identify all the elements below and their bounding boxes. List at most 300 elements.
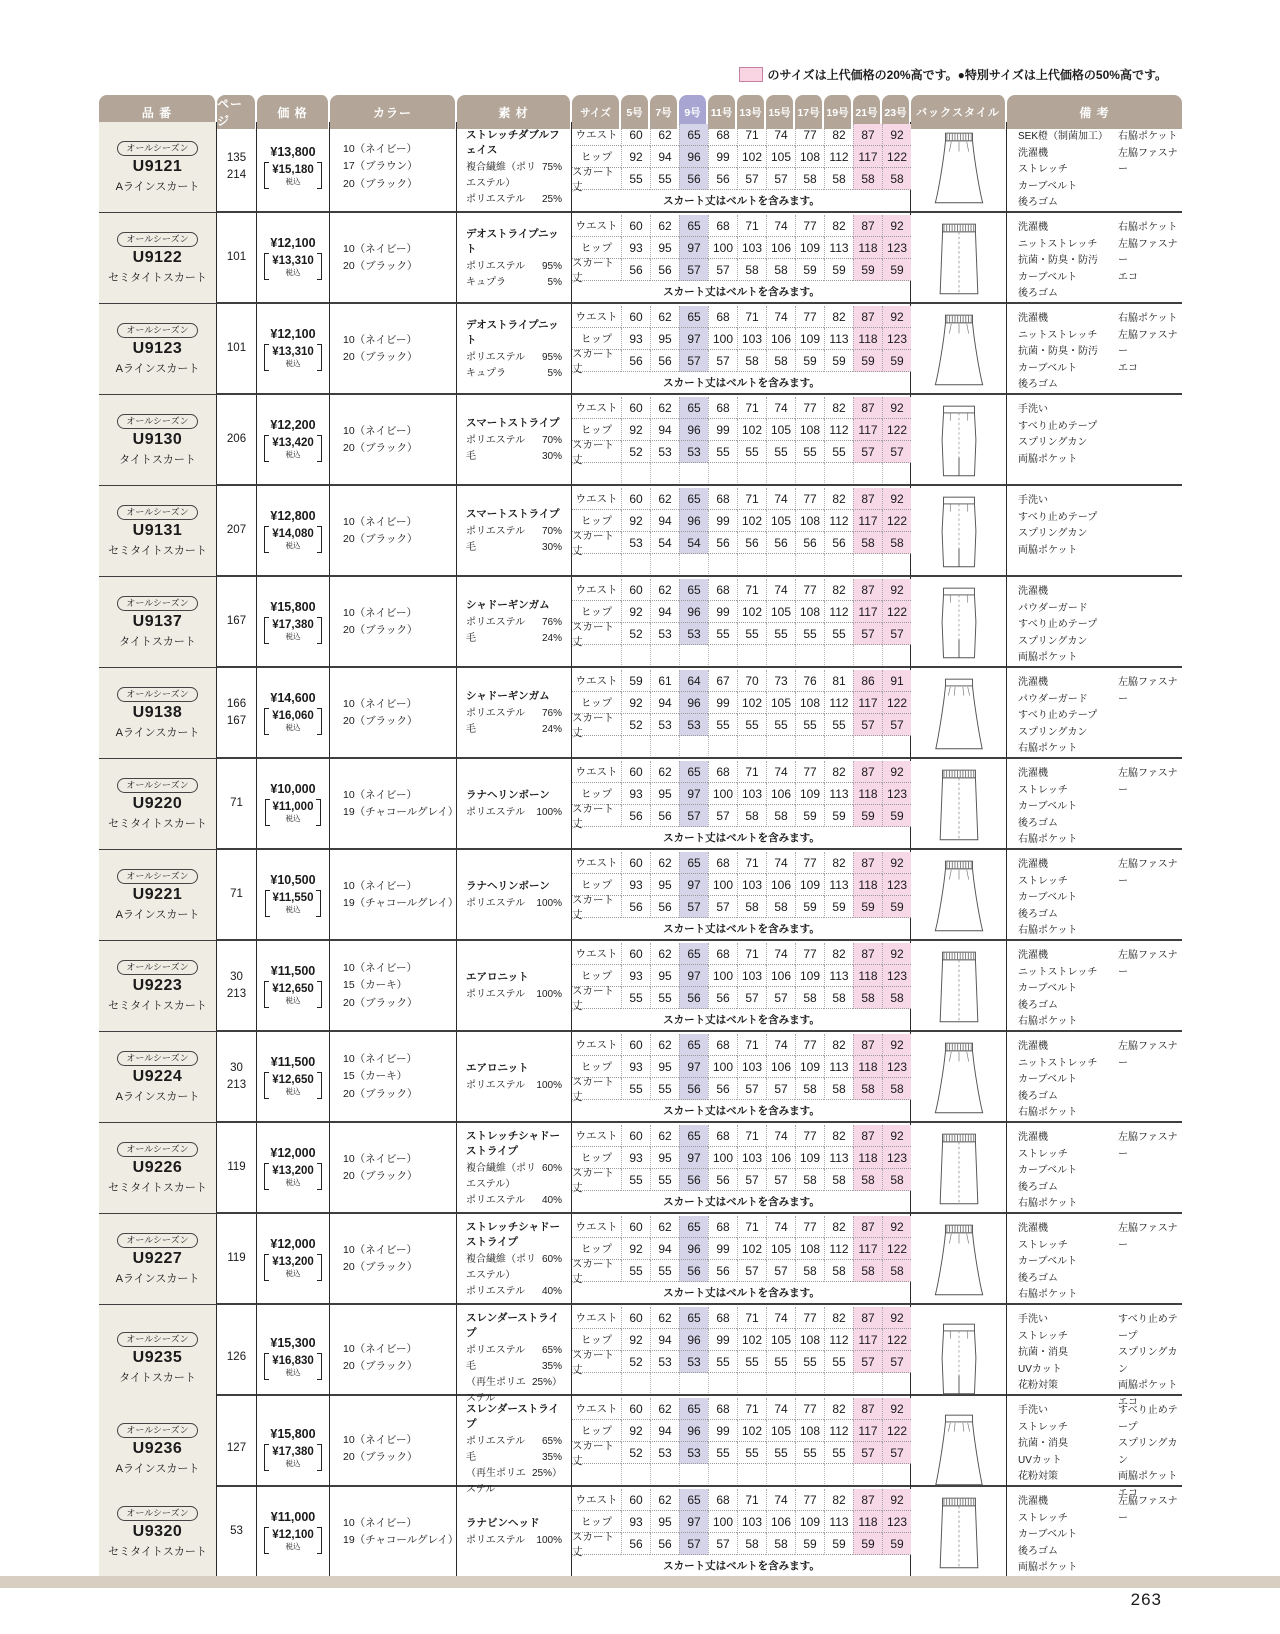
size-value: 100 [708, 1147, 737, 1169]
size-value: 103 [737, 1056, 766, 1078]
size-value: 82 [824, 1125, 853, 1147]
material-fiber: ポリエステル [466, 708, 526, 719]
tax-price-value: ¥17,380 [272, 1446, 314, 1458]
product-code: U9131 [132, 521, 183, 539]
header-size-21: 21号 [853, 95, 882, 129]
size-row-label-waist-row: ウエスト [572, 1034, 621, 1056]
size-value: 65 [679, 1034, 708, 1056]
size-spacer [708, 1373, 737, 1393]
backstyle-cell [911, 304, 1007, 394]
tax-price-bracket [264, 1254, 322, 1281]
size-value: 82 [824, 1398, 853, 1420]
size-value: 55 [621, 987, 650, 1009]
size-value: 59 [795, 1533, 824, 1555]
size-value: 58 [882, 1260, 911, 1282]
remark-item: エコ [1118, 1396, 1138, 1408]
size-value: 71 [737, 1489, 766, 1511]
material-percent: 65% [541, 1344, 562, 1356]
size-row-label-hip-row: ヒップ [572, 601, 621, 623]
size-value: 55 [621, 168, 650, 190]
size-spacer [882, 463, 911, 483]
size-value: 65 [679, 124, 708, 146]
size-value: 92 [621, 146, 650, 168]
page-ref-number: 214 [226, 169, 247, 181]
size-value: 122 [882, 146, 911, 168]
product-type: Aラインスカート [115, 726, 200, 739]
size-value: 57 [853, 1442, 882, 1464]
size-value: 103 [737, 1147, 766, 1169]
size-table-cell [572, 486, 911, 576]
header-size-11: 11号 [708, 95, 737, 129]
material-fiber: ポリエステル [466, 435, 526, 446]
size-value: 55 [650, 987, 679, 1009]
size-value: 56 [679, 1169, 708, 1191]
size-value: 87 [853, 1398, 882, 1420]
remark-item: 洗濯機 [1018, 1132, 1048, 1143]
size-value: 58 [766, 259, 795, 281]
belt-note: スカート丈はベルトを含みます。 [663, 831, 820, 844]
remark-item: 左脇ファスナー [1118, 147, 1178, 175]
remarks-cell [1007, 668, 1182, 758]
material-fiber: 毛 [466, 1451, 476, 1463]
all-season-badge: オールシーズン [117, 323, 197, 338]
remark-item: ニットストレッチ [1018, 966, 1098, 978]
price-value: ¥15,800 [270, 600, 316, 614]
size-spacer [650, 554, 679, 574]
size-value: 55 [795, 714, 824, 736]
material-line [466, 1359, 562, 1375]
product-id-cell [99, 850, 217, 940]
product-code: U9227 [132, 1249, 183, 1267]
material-name: デオストライプニット [466, 318, 559, 346]
size-value: 68 [708, 943, 737, 965]
size-value: 52 [621, 441, 650, 463]
size-value: 113 [824, 783, 853, 805]
remark-item: カーブベルト [1018, 362, 1078, 374]
size-value: 93 [621, 783, 650, 805]
size-row-label-length-row: スカート丈 [572, 1169, 621, 1191]
size-value: 91 [882, 670, 911, 692]
page-ref-number: 127 [226, 1442, 247, 1455]
size-value: 92 [621, 1329, 650, 1351]
backstyle-tight-skirt-figure [930, 1319, 988, 1397]
size-value: 95 [650, 783, 679, 805]
material-percent: 30% [541, 542, 562, 553]
size-value: 57 [882, 1442, 911, 1464]
size-value: 56 [795, 532, 824, 554]
size-value: 95 [650, 1147, 679, 1169]
size-value: 58 [737, 1533, 766, 1555]
size-value: 123 [882, 874, 911, 896]
size-value: 56 [650, 896, 679, 918]
size-value: 58 [766, 805, 795, 827]
backstyle-cell [911, 941, 1007, 1031]
remark-item: パウダーガード [1018, 693, 1088, 705]
size-grid [572, 124, 910, 212]
size-value: 58 [795, 987, 824, 1009]
size-value: 60 [621, 943, 650, 965]
color-option: 17（ブラウン） [343, 160, 418, 173]
product-row-U9227 [99, 1214, 1182, 1305]
size-value: 55 [795, 1442, 824, 1464]
size-table-cell [572, 1032, 911, 1122]
size-value: 93 [621, 1147, 650, 1169]
size-value: 55 [766, 714, 795, 736]
size-table-cell [572, 577, 911, 667]
size-grid [572, 761, 910, 849]
header-page: ページ [217, 95, 257, 129]
size-value: 82 [824, 1489, 853, 1511]
size-spacer [766, 1464, 795, 1484]
material-line [466, 275, 562, 291]
remark-item: スプリングカン [1018, 726, 1088, 738]
price-value: ¥12,100 [270, 236, 316, 250]
size-value: 57 [679, 1533, 708, 1555]
color-option: 10（ネイビー） [343, 788, 418, 801]
remark-item: 両脇ポケット [1118, 1471, 1178, 1482]
size-value: 68 [708, 1125, 737, 1147]
remarks-cell [1007, 759, 1182, 849]
price-cell [257, 759, 330, 849]
material-line [466, 987, 562, 1003]
product-id-cell [99, 941, 217, 1031]
size-row-label-hip-row: ヒップ [572, 1329, 621, 1351]
size-value: 59 [824, 896, 853, 918]
size-value: 105 [766, 1329, 795, 1351]
product-code: U9220 [132, 794, 183, 812]
size-value: 71 [737, 1034, 766, 1056]
size-value: 58 [882, 1169, 911, 1191]
size-value: 92 [882, 306, 911, 328]
material-fiber: キュプラ [466, 367, 506, 379]
size-value: 117 [853, 510, 882, 532]
size-value: 54 [679, 532, 708, 554]
size-value: 53 [679, 623, 708, 645]
size-spacer [853, 1464, 882, 1484]
size-row-label-hip-row: ヒップ [572, 692, 621, 714]
tax-included-label: 税込 [285, 450, 301, 459]
remarks-cell [1007, 395, 1182, 485]
size-value: 58 [766, 896, 795, 918]
size-value: 112 [824, 1329, 853, 1351]
all-season-badge: オールシーズン [117, 1506, 197, 1521]
tax-price-value: ¥12,100 [272, 1529, 314, 1541]
remark-item: エコ [1118, 1487, 1138, 1499]
color-list [330, 759, 457, 849]
size-value: 123 [882, 328, 911, 350]
size-value: 118 [853, 237, 882, 259]
size-value: 117 [853, 692, 882, 714]
size-value: 122 [882, 1420, 911, 1442]
material-percent: 25% [541, 193, 562, 205]
material-fiber: ポリエステル [466, 351, 526, 363]
size-value: 60 [621, 1307, 650, 1329]
tax-included-label: 税込 [285, 1368, 301, 1377]
all-season-badge: オールシーズン [117, 1233, 197, 1248]
backstyle-cell [911, 1032, 1007, 1122]
size-value: 81 [824, 670, 853, 692]
size-value: 105 [766, 692, 795, 714]
size-row-label-hip-row: ヒップ [572, 874, 621, 896]
size-value: 92 [882, 852, 911, 874]
remark-item: 両脇ポケット [1018, 453, 1078, 465]
size-value: 103 [737, 874, 766, 896]
size-row-label-length-row: スカート丈 [572, 532, 621, 554]
remark-item: 洗濯機 [1018, 859, 1048, 870]
size-spacer [679, 1464, 708, 1484]
size-grid [572, 306, 910, 394]
size-value: 71 [737, 306, 766, 328]
size-value: 102 [737, 1420, 766, 1442]
size-value: 62 [650, 1125, 679, 1147]
header-size-9: 9号 [679, 95, 708, 129]
size-value: 56 [650, 350, 679, 372]
size-grid [572, 215, 910, 303]
size-value: 65 [679, 1125, 708, 1147]
size-value: 56 [621, 805, 650, 827]
material-cell [457, 577, 572, 667]
material-fiber: ポリエステル [466, 617, 526, 628]
product-id-cell [99, 668, 217, 758]
size-value: 87 [853, 215, 882, 237]
material-line [466, 350, 562, 366]
size-value: 82 [824, 943, 853, 965]
size-value: 95 [650, 237, 679, 259]
size-value: 57 [882, 1351, 911, 1373]
color-option: 10（ネイビー） [343, 1243, 418, 1256]
backstyle-cell [911, 577, 1007, 667]
color-option: 20（ブラック） [343, 1170, 418, 1182]
size-value: 82 [824, 306, 853, 328]
backstyle-aline-skirt-figure [930, 310, 988, 388]
size-value: 86 [853, 670, 882, 692]
size-value: 112 [824, 1238, 853, 1260]
remark-item: 洗濯機 [1018, 586, 1048, 597]
color-list [330, 850, 457, 940]
product-row-U9122 [99, 213, 1182, 304]
size-value: 106 [766, 1056, 795, 1078]
product-type: Aラインスカート [115, 1462, 200, 1475]
remarks-column-1 [1018, 493, 1118, 576]
size-value: 59 [853, 805, 882, 827]
material-cell [457, 213, 572, 303]
size-value: 92 [882, 1125, 911, 1147]
backstyle-aline-skirt-figure [930, 856, 988, 934]
material-percent: 60% [541, 1253, 562, 1265]
product-id-cell [99, 122, 217, 212]
material-fiber: ポリエステル [466, 1535, 526, 1546]
material-fiber: ポリエステル [466, 1080, 526, 1091]
size-value: 56 [708, 1260, 737, 1282]
size-value: 94 [650, 692, 679, 714]
size-value: 82 [824, 215, 853, 237]
material-percent: 40% [541, 1285, 562, 1297]
material-composition [466, 1252, 562, 1300]
tax-included-label: 税込 [285, 1269, 301, 1278]
page-ref-cell [217, 213, 257, 303]
size-value: 94 [650, 1420, 679, 1442]
size-value: 77 [795, 1489, 824, 1511]
size-value: 70 [737, 670, 766, 692]
material-percent: 70% [541, 435, 562, 446]
size-value: 58 [882, 168, 911, 190]
remark-item: 洗濯機 [1018, 313, 1048, 324]
size-value: 68 [708, 306, 737, 328]
size-value: 56 [824, 532, 853, 554]
size-value: 74 [766, 1307, 795, 1329]
remark-item: カーブベルト [1018, 892, 1078, 903]
remark-item: ニットストレッチ [1018, 329, 1098, 341]
size-value: 60 [621, 488, 650, 510]
size-value: 58 [795, 1260, 824, 1282]
size-value: 106 [766, 965, 795, 987]
size-value: 58 [737, 805, 766, 827]
remark-item: 右脇ポケット [1018, 1107, 1078, 1118]
remark-item: スプリングカン [1018, 635, 1088, 647]
backstyle-cell [911, 213, 1007, 303]
material-fiber: ポリエステル [466, 526, 526, 537]
price-cell [257, 1214, 330, 1304]
remark-item: 右脇ポケット [1018, 1198, 1078, 1209]
size-value: 74 [766, 852, 795, 874]
size-value: 55 [824, 441, 853, 463]
size-value: 96 [679, 510, 708, 532]
size-row-label-waist-row: ウエスト [572, 1307, 621, 1329]
remark-item: 抗菌・防臭・防汚 [1018, 255, 1098, 266]
size-value: 102 [737, 1329, 766, 1351]
size-value: 53 [650, 1442, 679, 1464]
remark-item: 左脇ファスナー [1118, 677, 1178, 705]
remark-item: ニットストレッチ [1018, 1057, 1098, 1069]
size-value: 112 [824, 146, 853, 168]
size-row-label-hip-row: ヒップ [572, 1056, 621, 1078]
size-value: 109 [795, 1056, 824, 1078]
product-row-U9138 [99, 668, 1182, 759]
backstyle-cell [911, 1487, 1007, 1577]
size-value: 53 [650, 623, 679, 645]
size-value: 105 [766, 601, 795, 623]
material-composition [466, 433, 562, 465]
size-value: 103 [737, 1511, 766, 1533]
size-value: 52 [621, 1442, 650, 1464]
size-value: 59 [853, 350, 882, 372]
tax-price-value: ¥13,310 [272, 346, 314, 358]
material-percent: 40% [541, 1194, 562, 1206]
size-spacer [737, 645, 766, 665]
size-spacer [882, 1464, 911, 1484]
size-value: 71 [737, 488, 766, 510]
size-value: 55 [824, 1442, 853, 1464]
size-value: 55 [650, 168, 679, 190]
size-spacer [766, 463, 795, 483]
color-option: 10（ネイビー） [343, 242, 418, 255]
size-value: 57 [737, 987, 766, 1009]
size-value: 55 [708, 714, 737, 736]
size-spacer [853, 554, 882, 574]
remark-item: 両脇ポケット [1018, 1562, 1078, 1573]
product-code: U9122 [132, 248, 183, 266]
all-season-badge: オールシーズン [117, 778, 197, 793]
remark-item: 手洗い [1018, 1405, 1048, 1416]
size-row-label-waist-row: ウエスト [572, 215, 621, 237]
page-ref-cell [217, 304, 257, 394]
material-line [466, 1343, 562, 1359]
page-ref-cell [217, 1214, 257, 1304]
special-size-note [739, 66, 1167, 83]
size-value: 58 [795, 1078, 824, 1100]
size-row-label-hip-row: ヒップ [572, 510, 621, 532]
product-id-cell [99, 577, 217, 667]
size-value: 55 [795, 1351, 824, 1373]
remark-item: 両脇ポケット [1118, 1380, 1178, 1391]
material-line [466, 1450, 562, 1466]
size-row-label-hip-row: ヒップ [572, 1420, 621, 1442]
material-composition [466, 1078, 562, 1094]
size-row-label-length-row: スカート丈 [572, 1533, 621, 1555]
size-value: 59 [795, 805, 824, 827]
size-value: 71 [737, 124, 766, 146]
price-cell [257, 486, 330, 576]
backstyle-cell [911, 1123, 1007, 1213]
size-value: 105 [766, 146, 795, 168]
size-value: 109 [795, 1511, 824, 1533]
size-spacer [737, 736, 766, 756]
material-line [466, 896, 562, 912]
color-option: 20（ブラック） [343, 715, 418, 727]
remark-item: 後ろゴム [1018, 999, 1058, 1011]
material-composition [466, 615, 562, 647]
size-value: 56 [708, 1169, 737, 1191]
product-code: U9226 [132, 1158, 183, 1176]
size-value: 60 [621, 1398, 650, 1420]
material-fiber: ポリエステル [466, 1194, 526, 1206]
size-spacer [679, 736, 708, 756]
size-value: 93 [621, 1056, 650, 1078]
material-name: スレンダーストライプ [466, 1402, 559, 1430]
size-value: 103 [737, 237, 766, 259]
size-value: 58 [737, 259, 766, 281]
color-option: 10（ネイビー） [343, 424, 418, 437]
color-option: 19（チャコールグレイ） [343, 897, 459, 909]
material-percent: 5% [547, 276, 562, 288]
size-value: 58 [853, 1078, 882, 1100]
size-value: 57 [882, 441, 911, 463]
backstyle-cell [911, 668, 1007, 758]
size-value: 99 [708, 1329, 737, 1351]
page-number: 263 [1130, 1590, 1162, 1609]
size-value: 54 [650, 532, 679, 554]
backstyle-aline-skirt-figure [930, 1038, 988, 1116]
backstyle-straight-skirt-figure [930, 1493, 988, 1571]
size-value: 65 [679, 1216, 708, 1238]
size-value: 68 [708, 215, 737, 237]
material-percent: 30% [541, 451, 562, 462]
size-grid [572, 1034, 910, 1122]
size-value: 60 [621, 1489, 650, 1511]
size-value: 102 [737, 419, 766, 441]
size-value: 113 [824, 328, 853, 350]
size-value: 55 [795, 441, 824, 463]
remarks-column-2 [1118, 129, 1182, 212]
material-name: デオストライプニット [466, 227, 559, 255]
size-value: 56 [679, 1260, 708, 1282]
size-value: 94 [650, 510, 679, 532]
size-value: 59 [824, 350, 853, 372]
remark-item: 洗濯機 [1018, 147, 1048, 159]
size-value: 106 [766, 1511, 795, 1533]
size-value: 71 [737, 943, 766, 965]
size-value: 62 [650, 1034, 679, 1056]
